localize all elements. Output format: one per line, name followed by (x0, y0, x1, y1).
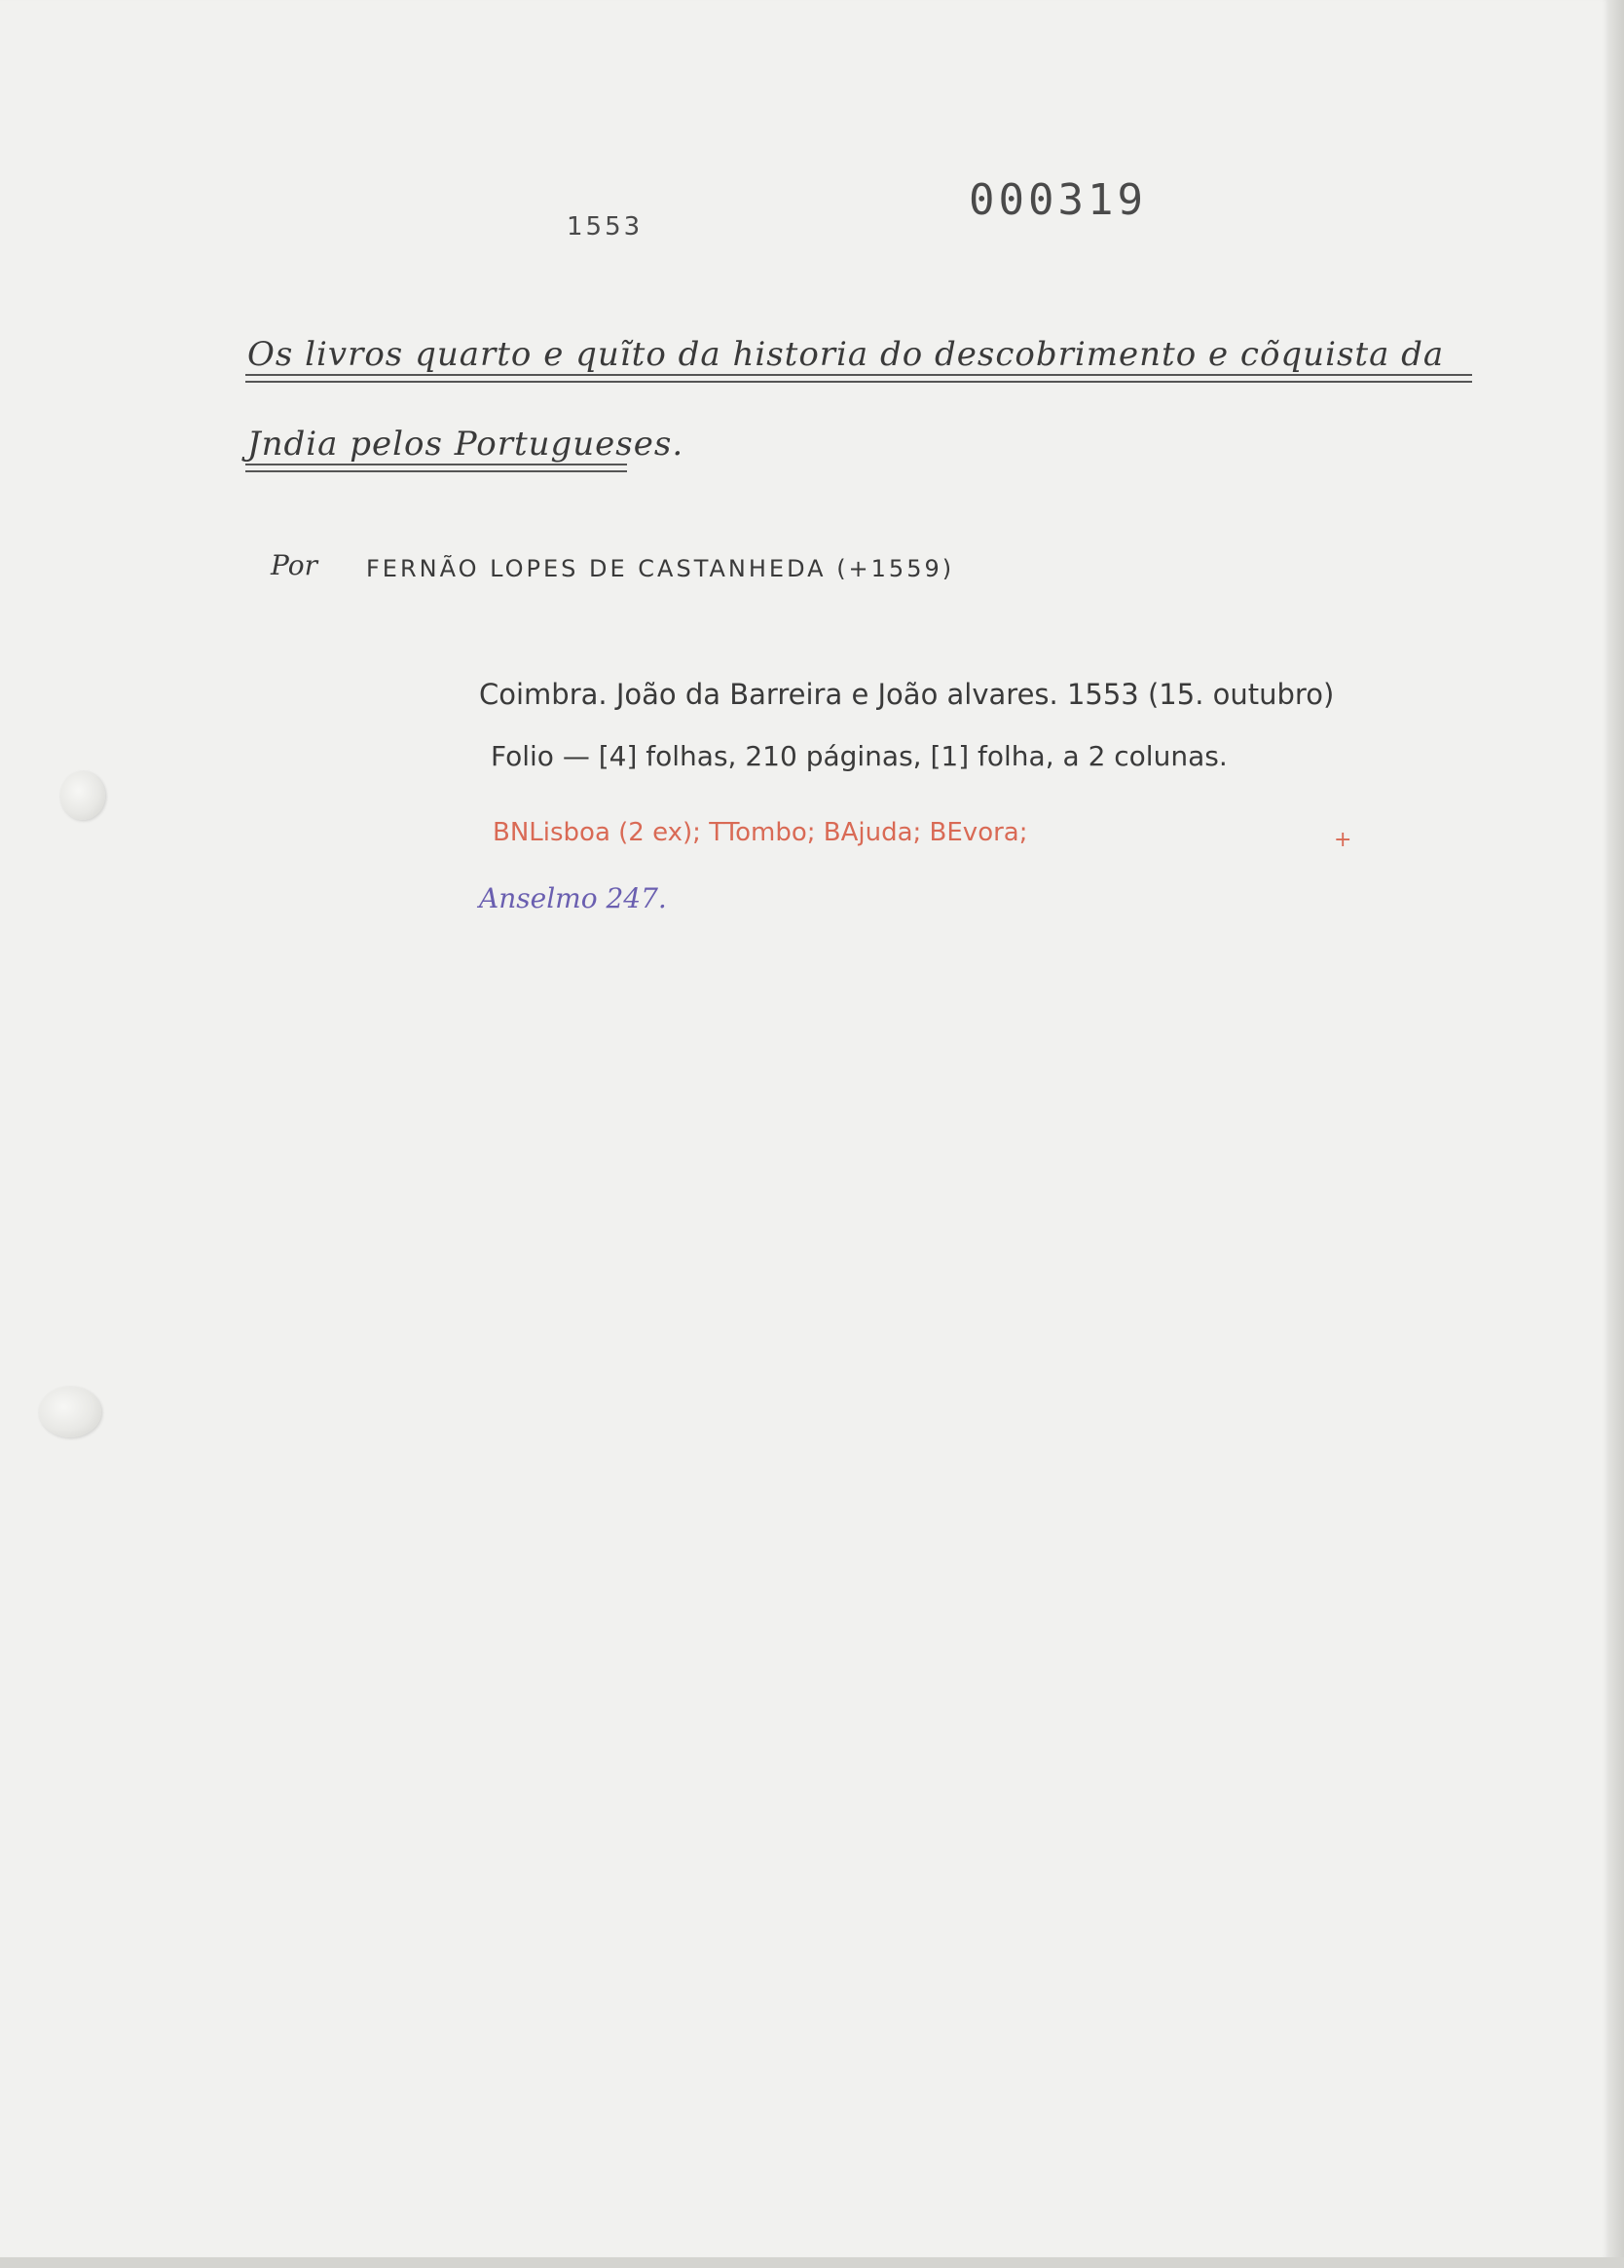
imprint-line: Coimbra. João da Barreira e João alvares. 1553 (15. outubro) (479, 678, 1335, 711)
year-heading: 1553 (567, 212, 644, 242)
title-underline-1 (245, 374, 1472, 383)
paper-edge-bottom (0, 2257, 1624, 2268)
holdings-line: BNLisboa (2 ex); TTombo; BAjuda; BEvora; (493, 818, 1028, 847)
reference-line: Anselmo 247. (479, 882, 667, 914)
collation-line: Folio — [4] folhas, 210 páginas, [1] folha, a 2 colunas. (491, 740, 1228, 772)
card-number: 000319 (969, 175, 1147, 225)
author-name: FERNÃO LOPES DE CASTANHEDA (+1559) (366, 555, 955, 582)
author-label: Por (271, 549, 317, 581)
title-line-1: Os livros quarto e quĩto da historia do descobrimento e cõquista da (247, 335, 1445, 374)
title-underline-2 (245, 464, 627, 472)
paper-edge-right (1608, 0, 1624, 2268)
title-line-2: Jndia pelos Portugueses. (247, 425, 684, 464)
punch-hole-bottom (39, 1387, 101, 1437)
holdings-mark: + (1334, 828, 1352, 852)
punch-hole-top (60, 771, 105, 820)
